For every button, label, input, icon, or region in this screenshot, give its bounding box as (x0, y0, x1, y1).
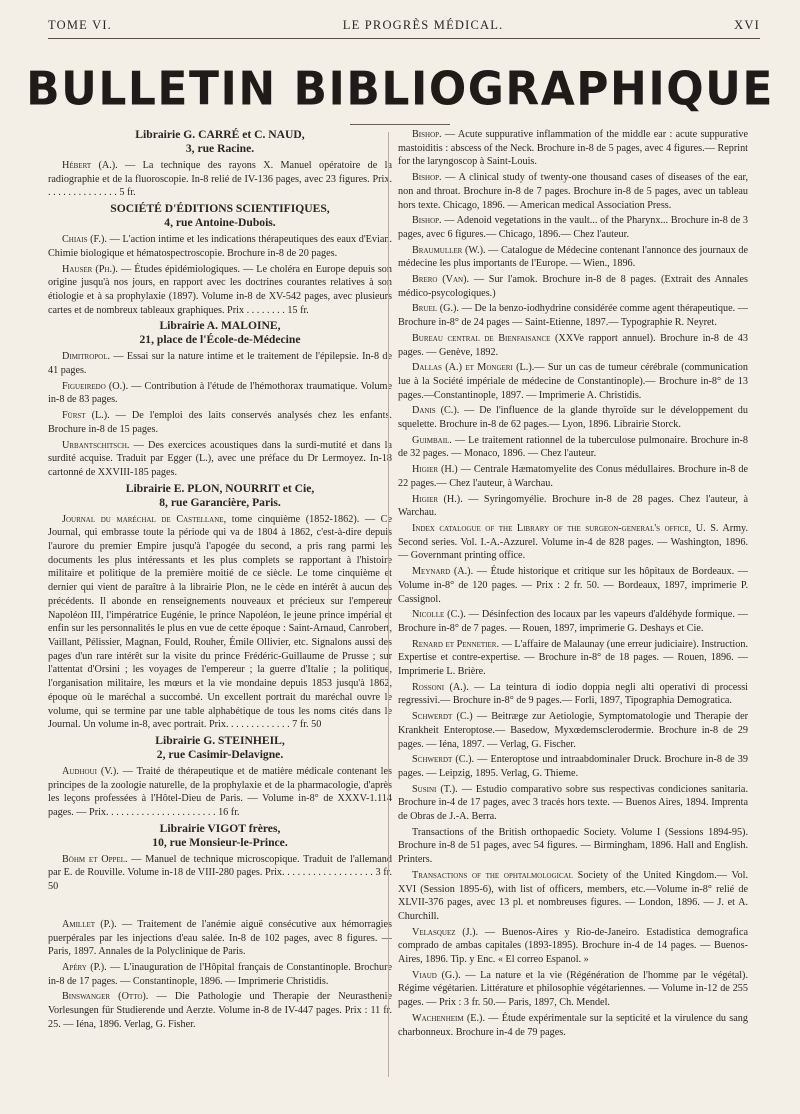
bibliography-entry (48, 233, 392, 260)
bibliography-entry (48, 961, 392, 988)
entry-text: — Beitræge zur Aetiologie, Symptomatologie und Therapie der Krankheit Enteroptose.— Basedow, Myxœdemsclerodermie. Brochure in-8 de 29 pages. — Iéna, 1897. — Verlag, G. Fischer. (398, 711, 748, 750)
entry-author: Nicolle (C.). (412, 609, 466, 621)
publisher-address: 2, rue Casimir-Delavigne. (156, 747, 284, 761)
entry-text: — Essai sur la nature intime et le traitement de l'épilepsie. In-8 de 41 pages. (48, 351, 392, 377)
publisher-heading (48, 202, 392, 230)
bibliography-entry (48, 380, 392, 407)
entry-author: Index catalogue of the Library of the surgeon-general's office, (412, 522, 692, 534)
entry-text: U. S. Army. Second series. Vol. I.-A.-Azzurel. Volume in-4 de 828 pages. — Washington, 1896. — Governmant printing office. (398, 522, 749, 562)
entry-text: — Étude expérimentale sur la septicité et la virulence du sang charbonneux. Brochure in-4 de 79 pages. (398, 1012, 748, 1038)
bibliography-entry (398, 522, 748, 563)
entry-text: — Sur l'amok. Brochure in-8 de 8 pages. (Extrait des Annales médico-psycologiques.) (398, 274, 749, 299)
bibliography-entry (398, 926, 748, 967)
publisher-heading (48, 128, 392, 156)
entry-author: Chiais (F.). (62, 234, 107, 246)
bibliography-entry (398, 332, 748, 359)
entry-author: Velasquez (J.). (412, 926, 479, 938)
bibliography-entry (398, 608, 748, 635)
entry-text: — Estudio comparativo sobre sus respectivas condiciones sanitaria. Brochure in-4 de 17 pages, avec 3 tracés hors texte. — Buenos Aires, 1894. Imprenta de Obras de J.-A. Berra. (398, 783, 748, 823)
entry-text: — Le traitement rationnel de la tuberculose pulmonaire. Brochure in-8 de 32 pages. — Monaco, 1896. — Chez l'auteur. (398, 434, 748, 460)
entry-author: Hébert (A.). (62, 160, 118, 171)
entry-text: — De l'emploi des laits conservés analysés chez les enfants. Brochure in-8 de 15 pages. (48, 410, 392, 435)
entry-author: Dimitropol. (62, 351, 111, 363)
bibliography-entry (398, 273, 748, 300)
entry-text: — L'inauguration de l'Hôpital français de Constantinople. Brochure in-8 de 17 pages. — Constantinople, 1896. — Imprimerie Christidis. (48, 961, 392, 987)
bibliography-entry (48, 409, 392, 436)
entry-text: — Des exercices acoustiques dans la surdi-mutité et dans la surdité acquise. Traduit par Egger (L.), avec une préface du Dr Lermoyez. In-18 cartonné de XXVIII-185 pages. (48, 439, 392, 478)
entry-author: Amillet (P.). (62, 918, 117, 930)
entry-author: Braumuller (W.). (412, 244, 486, 256)
entry-text: — Acute suppurative inflammation of the middle ear : acute suppurative mastoiditis : abscess of the Neck. Brochure in-8 de 5 pages, avec 4 figures.— Reprint for the laryngoscop à Saint-Louis. (398, 129, 748, 168)
entry-text: Society of the United Kingdom.— Vol. XVI (Session 1895-6), with list of officers, members, etc.—Volume in-8° relié de XLVII-376 pages, avec 13 pl. et nombreuses figures. — London, 1896. — J. et A. Churchill. (398, 869, 748, 922)
entry-text: (XXVe rapport annuel). Brochure in-8 de 43 pages. — Genève, 1892. (398, 332, 748, 358)
publisher-address: 4, rue Antoine-Dubois. (164, 216, 276, 230)
entry-text: — La teintura di iodio doppia negli alti operativi di processi regressivi.— Brochure in-8° de 9 pages.— Forli, 1897, Tipographia Demogratica. (398, 681, 748, 707)
bibliography-entry (48, 263, 392, 318)
entry-text: — Catalogue de Médecine contenant l'annonce des journaux de médecine les plus importants de l'Europe. — Wien., 1896. (398, 244, 748, 270)
bibliography-entry (48, 513, 392, 732)
publisher-name: Librairie E. PLON, NOURRIT et Cie, (125, 481, 315, 495)
entry-text: tome cinquième (1852-1862). — Ce Journal, qui embrasse toute la période qui va de 1804 à 1862, c'est-à-dire depuis l'aurore du premier Empire jusqu'à l'apogée du second, a pris rang parmi les documents les plus intéressants et les plus complets se rapportant à l'histoire militaire et politique de la première moitié de ce siècle. Le tome cinquième et dernier qui vient de paraître à la librairie Plon, ne le cède en intérêt à aucun des précédents. Il abonde en renseignements nouveaux et précieux sur l'empereur Napoléon III, l'impératrice Eugénie, le prince Napoléon, le jeune prince impérial et enfin sur les personnalités le plus en vue de cette époque : Saint-Arnaud, Canrobert, Vaillant, Pélissier, Magnan, Fould, Rouher, Émile Ollivier, etc. Signalons aussi des pages d'un rare intérêt sur la visite du prince Frédéric-Guillaume de Prusse ; sur l'attentat d'Orsini ; les voyages de l'empereur ; la guerre d'Italie ; la politique, l'organisation militaire, les mœurs et la vie mondaine depuis 1853 jusqu'à 1862, époque où le maréchal a succombé. Un excellent portrait du maréchal ouvre le volume, qui se termine par une table alphabétique de tous les noms cités dans le Journal. Un volume in-8, avec portrait. Prix. . . . . . . . . . . . . 7 fr. 50 (48, 513, 393, 731)
bibliography-entry (398, 638, 748, 679)
bibliography-entry (398, 1012, 748, 1039)
entry-author: Meynard (A.). (412, 566, 474, 578)
bibliography-entry (48, 918, 392, 959)
publisher-name: Librairie G. STEINHEIL, (155, 733, 285, 747)
entry-author: Bishop. (412, 129, 442, 140)
entry-text: — Étude historique et critique sur les hôpitaux de Bordeaux. — Volume in-8° de 120 pages. — Prix : 2 fr. 50. — Bordeaux, 1897, imprimerie P. Cassignol. (398, 566, 748, 605)
bibliography-entry (398, 783, 748, 824)
entry-author: Guimbail. (412, 434, 452, 446)
left-column (48, 128, 392, 1033)
entry-author: Bureau central de Bienfaisance (412, 332, 551, 344)
entry-text: — Manuel de technique microscopique. Traduit de l'allemand par E. de Rouville. Volume in-18 de VIII-280 pages. Prix. . . . . . . . . . . . . . . . . . 3 fr. 50 (48, 853, 392, 893)
entry-author: Danis (C.). (412, 405, 460, 417)
entry-text: — Syringomyélie. Brochure in-8 de 28 pages. Chez l'auteur, à Warchau. (398, 493, 748, 519)
entry-author: Schwerdt (C.) (412, 711, 473, 723)
bibliography-entry (398, 681, 748, 708)
entry-text: — La technique des rayons X. Manuel opératoire de la radiographie et de la fluoroscopie. In-8 relié de IV-136 pages, avec 23 figures. Prix. . . . . . . . . . . . . . . 5 fr. (48, 160, 392, 199)
entry-text: — Traité de thérapeutique et de matière médicale contenant les principes de la zoologie naturelle, de la prophylaxie et de la pharmacologie, d'après les leçons professées à l'Hôtel-Dieu de Paris. — Volume in-8° de XXXV-1.114 pages. — Prix. . . . . . . . . . . . . . . . . . . . . . 16 fr. (48, 765, 393, 819)
bibliography-entry (398, 128, 748, 169)
entry-text: — L'affaire de Malaunay (une erreur judiciaire). Instruction. Expertise et contre-expertise. — Brochure in-8° de 18 pages. — Rouen, 1896. — Imprimerie L. Brière. (398, 638, 748, 678)
entry-text: — La nature et la vie (Régénération de l'homme par le végétal). Régime végétarien. Littérature et philosophie végétariennes. — Volume in-12 de 255 pages. — Prix : 3 fr. 50.— Paris, 1897, Ch. Mendel. (398, 969, 748, 1009)
bibliography-entry (398, 969, 748, 1010)
title-ornament-rule (350, 124, 450, 125)
entry-author: Higier (H.). (412, 493, 463, 505)
bibliography-entry (48, 853, 392, 894)
bibliography-entry (398, 171, 748, 212)
entry-text: — De la benzo-iodhydrine considérée comme agent thérapeutique. — Brochure in-8° de 24 pages — Saint-Etienne, 1897.— Typographie R. Neyret. (398, 303, 748, 329)
entry-author: Urbantschitsch. (62, 439, 130, 451)
bibliography-entry (48, 159, 392, 200)
page-title: BULLETIN BIBLIOGRAPHIQUE (26, 62, 774, 117)
entry-author: Bishop. (412, 215, 442, 227)
bibliography-entry (398, 361, 748, 402)
entry-text: — Adenoid vegetations in the vault... of the Pharynx... Brochure in-8 de 3 pages, avec 6 figures.— Chicago, 1896.— Chez l'auteur. (398, 215, 748, 240)
entry-author: Wachenheim (E.). (412, 1012, 485, 1024)
bibliography-entry (398, 869, 748, 924)
entry-author: Rossoni (A.). (412, 681, 469, 693)
entry-author: Schwerdt (C.). (412, 754, 475, 766)
entry-text: — Désinfection des locaux par les vapeurs d'aldéhyde formique. — Brochure in-8° de 7 pages. — Rouen, 1897, imprimerie G. Deshays et Cie. (398, 609, 748, 634)
running-head-center: LE PROGRÈS MÉDICAL. (342, 18, 504, 32)
entry-text: — Sur un cas de tumeur cérébrale (communication lue à la Société impériale de médecine de Constantinople).— Brochure in-8° de 13 pages.—Constantinople, 1897. — Imprimerie A. Christidis. (398, 362, 748, 401)
entry-text: — Buenos-Aires y Rio-de-Janeiro. Estadistica demografica comprado de ambas capitales (1893-1895). Brochure in-4 de 14 pages. — Buenos-Aires, 1896. Tip. y Enc. « El correo Espanol. » (398, 926, 748, 966)
entry-author: Apéry (P.). (62, 961, 107, 973)
entry-text: — Centrale Hæmatomyelite des Conus médullaires. Brochure in-8 de 22 pages.— Chez l'auteur, à Warchau. (398, 464, 748, 489)
section-gap (48, 896, 392, 918)
entry-author: Journal du maréchal de Castellane, (62, 513, 227, 525)
entry-author: Audhoui (V.). (62, 765, 119, 777)
publisher-address: 8, rue Garancière, Paris. (159, 495, 281, 509)
entry-author: Bruel (G.). (412, 303, 459, 315)
publisher-name: SOCIÉTÉ D'ÉDITIONS SCIENTIFIQUES, (110, 202, 330, 216)
publisher-heading (48, 822, 392, 850)
publisher-address: 21, place de l'École-de-Médecine (139, 333, 301, 347)
entry-text: — Traitement de l'anémie aiguë consécutive aux hémorragies puerpérales par les injections d'eau salée. In-8 de 102 pages, avec 8 figures. — Paris, 1897. Annales de la Polyclinique de Paris. (48, 918, 392, 958)
bibliography-entry (48, 350, 392, 377)
entry-author: Transactions of the ophtalmological (412, 869, 573, 881)
bibliography-entry (398, 826, 748, 867)
entry-text: — De l'influence de la glande thyroïde sur le développement du squelette. Brochure in-8 de 62 pages.— Lyon, 1896. Librairie Storck. (398, 405, 748, 431)
running-head (48, 18, 760, 33)
entry-author: Böhm et Oppel. (62, 853, 128, 865)
bibliography-entry (48, 439, 392, 480)
bibliography-entry (398, 753, 748, 780)
publisher-address: 3, rue Racine. (185, 142, 255, 155)
entry-text: — Études épidémiologiques. — Le choléra en Europe depuis son origine jusqu'à nos jours, en rapport avec les doctrines courantes relatives à son étiologie et à sa prophylaxie (1897). Volume in-8 de XV-542 pages, avec plusieurs cartes et de nombreux tableaux graphiques. Prix . . . . . . . . 15 fr. (48, 263, 392, 316)
entry-author: Susini (T.). (412, 783, 458, 795)
bibliography-entry (398, 214, 748, 241)
publisher-address: 10, rue Monsieur-le-Prince. (152, 835, 288, 849)
publisher-heading (48, 482, 392, 510)
bibliography-entry (48, 765, 392, 820)
bibliography-entry (398, 244, 748, 271)
entry-text: — A clinical study of twenty-one thousand cases of diseases of the ear, non and throat. Brochure in-8 de 7 pages. Brochure in-8 de 5 pages, avec un tableau hors texte. Chicago, 1896. — American medical Association Press. (398, 172, 748, 211)
publisher-name: Librairie A. MALOINE, (159, 319, 281, 333)
entry-author: Dallas (A.) et Mongeri (L.). (412, 362, 535, 374)
header-rule (48, 38, 760, 39)
running-head-left: TOME VI. (48, 18, 113, 32)
running-head-right: XVI (734, 18, 760, 32)
entry-author: Renard et Pennetier. (412, 638, 500, 650)
column-divider (388, 132, 389, 1077)
entry-author: Higier (H.) (412, 464, 458, 476)
entry-author: Binswanger (Otto). (62, 991, 149, 1003)
entry-text: — Die Pathologie und Therapie der Neurasthenie Vorlesungen für Studierende und Aerzte. Volume in-8 de IV-447 pages. Prix : 11 fr. 25. — Iéna, 1896. Verlag, G. Fisher. (48, 991, 392, 1030)
entry-text: — Enteroptose und intraabdominaler Druck. Brochure in-8 de 39 pages. — Leipzig, 1895. Verlag, G. Thieme. (398, 754, 748, 779)
entry-text: Transactions of the British orthopaedic Society. Volume I (Sessions 1894-95). Brochure in-8 de 51 pages, avec 54 figures. — Birmingham, 1896. Hall and English. Printers. (398, 826, 748, 866)
bibliography-entry (398, 710, 748, 751)
entry-text: — Contribution à l'étude de l'hémothorax traumatique. Volume in-8 de 83 pages. (48, 380, 392, 406)
entry-author: Hauser (Ph.). (62, 263, 118, 275)
bibliography-entry (398, 404, 748, 431)
bibliography-entry (398, 434, 748, 461)
bibliography-entry (48, 990, 392, 1031)
publisher-heading (48, 319, 392, 347)
entry-author: Viaud (G.). (412, 969, 461, 981)
bibliography-entry (398, 565, 748, 606)
bibliography-entry (398, 463, 748, 490)
publisher-heading (48, 734, 392, 762)
publisher-name: Librairie G. CARRÉ et C. NAUD, (135, 128, 305, 141)
bibliography-entry (398, 493, 748, 520)
entry-author: Figueiredo (O.). (62, 380, 129, 392)
right-column (398, 128, 748, 1041)
entry-author: Brero (Van). (412, 274, 470, 286)
entry-text: — L'action intime et les indications thérapeutiques des eaux d'Evian. Chimie biologique et hématospectroscopie. Brochure in-8 de 20 pages. (48, 234, 392, 259)
entry-author: Bishop. (412, 172, 442, 184)
bibliography-entry (398, 302, 748, 329)
entry-author: Fürst (L.). (62, 410, 110, 422)
publisher-name: Librairie VIGOT frères, (159, 821, 281, 835)
